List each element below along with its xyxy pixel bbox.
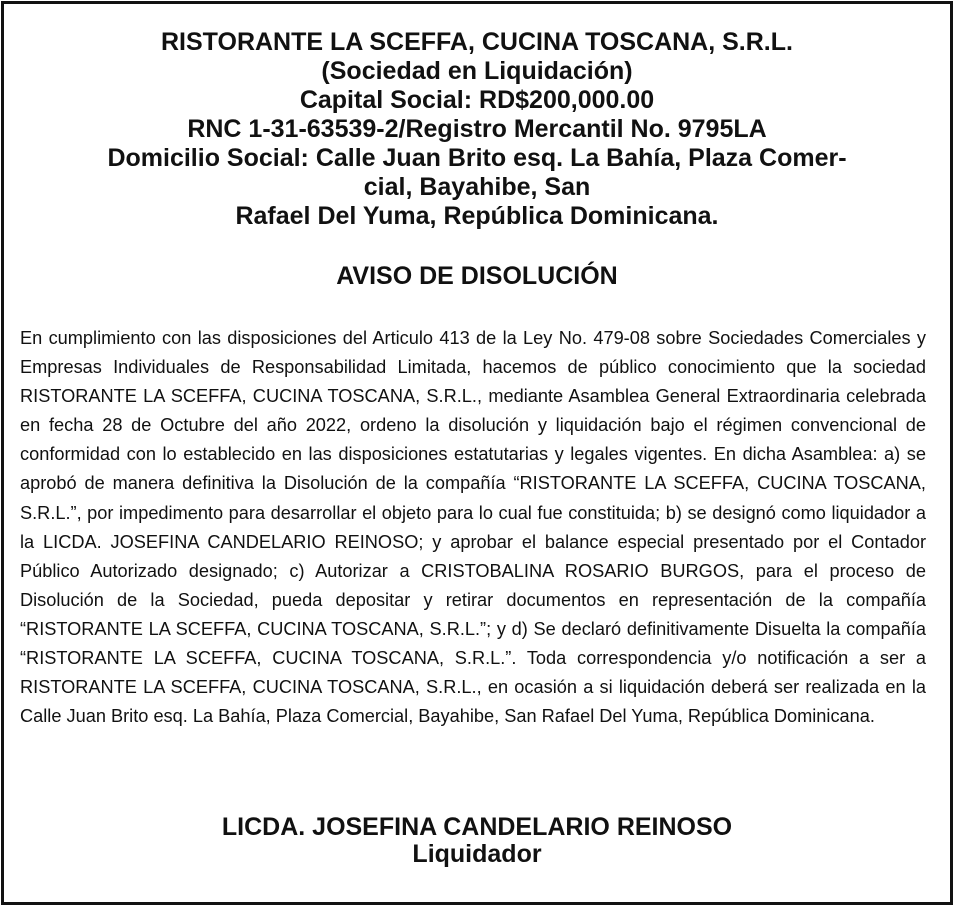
domicile-line-3: Rafael Del Yuma, República Dominicana. bbox=[235, 202, 719, 230]
signatory-name: LICDA. JOSEFINA CANDELARIO REINOSO bbox=[221, 813, 733, 841]
domicile-line-2: cial, Bayahibe, San bbox=[363, 173, 591, 201]
domicile-line-1: Domicilio Social: Calle Juan Brito esq. La Bahía, Plaza Comer- bbox=[107, 144, 847, 172]
notice-body: En cumplimiento con las disposiciones del Articulo 413 de la Ley No. 479-08 sobre Sociedades Comerciales y Empresas Individuales de Responsabilidad Limitada, hacemos de público conocimiento que la sociedad RISTORANTE LA SCEFFA, CUCINA TOSCANA, S.R.L., mediante Asamblea General Extraordinaria celebrada en fecha 28 de Octubre del año 2022, ordeno la disolución y liquidación bajo el régimen convencional de conformidad con lo establecido en las disposiciones estatutarias y legales vigentes. En dicha Asamblea: a) se aprobó de manera definitiva la Disolución de la compañía “RISTORANTE LA SCEFFA, CUCINA TOSCANA, S.R.L.”, por impedimento para desarrollar el objeto para lo cual fue constituida; b) se designó como liquidador a la LICDA. JOSEFINA CANDELARIO REINOSO; y aprobar el balance especial presentado por el Contador Público Autorizado designado; c) Autorizar a CRISTOBALINA ROSARIO BURGOS, para el proceso de Disolución de la Sociedad, pueda depositar y retirar documentos en representación de la compañía “RISTORANTE LA SCEFFA, CUCINA TOSCANA, S.R.L.”; y d) Se declaró definitivamente Disuelta la compañía “RISTORANTE LA SCEFFA, CUCINA TOSCANA, S.R.L.”. Toda correspondencia y/o notificación a ser a RISTORANTE LA SCEFFA, CUCINA TOSCANA, S.R.L., en ocasión a si liquidación deberá ser realizada en la Calle Juan Brito esq. La Bahía, Plaza Comercial, Bayahibe, San Rafael Del Yuma, República Dominicana. bbox=[20, 328, 926, 727]
signatory-role: Liquidador bbox=[412, 840, 542, 868]
company-name: RISTORANTE LA SCEFFA, CUCINA TOSCANA, S.R.L. bbox=[161, 28, 793, 56]
company-status: (Sociedad en Liquidación) bbox=[321, 57, 633, 85]
notice-title: AVISO DE DISOLUCIÓN bbox=[336, 262, 618, 290]
capital-social: Capital Social: RD$200,000.00 bbox=[299, 86, 655, 114]
company-header bbox=[30, 28, 924, 231]
rnc-registry: RNC 1-31-63539-2/Registro Mercantil No. 9795LA bbox=[187, 115, 767, 143]
signature-block bbox=[0, 814, 954, 868]
